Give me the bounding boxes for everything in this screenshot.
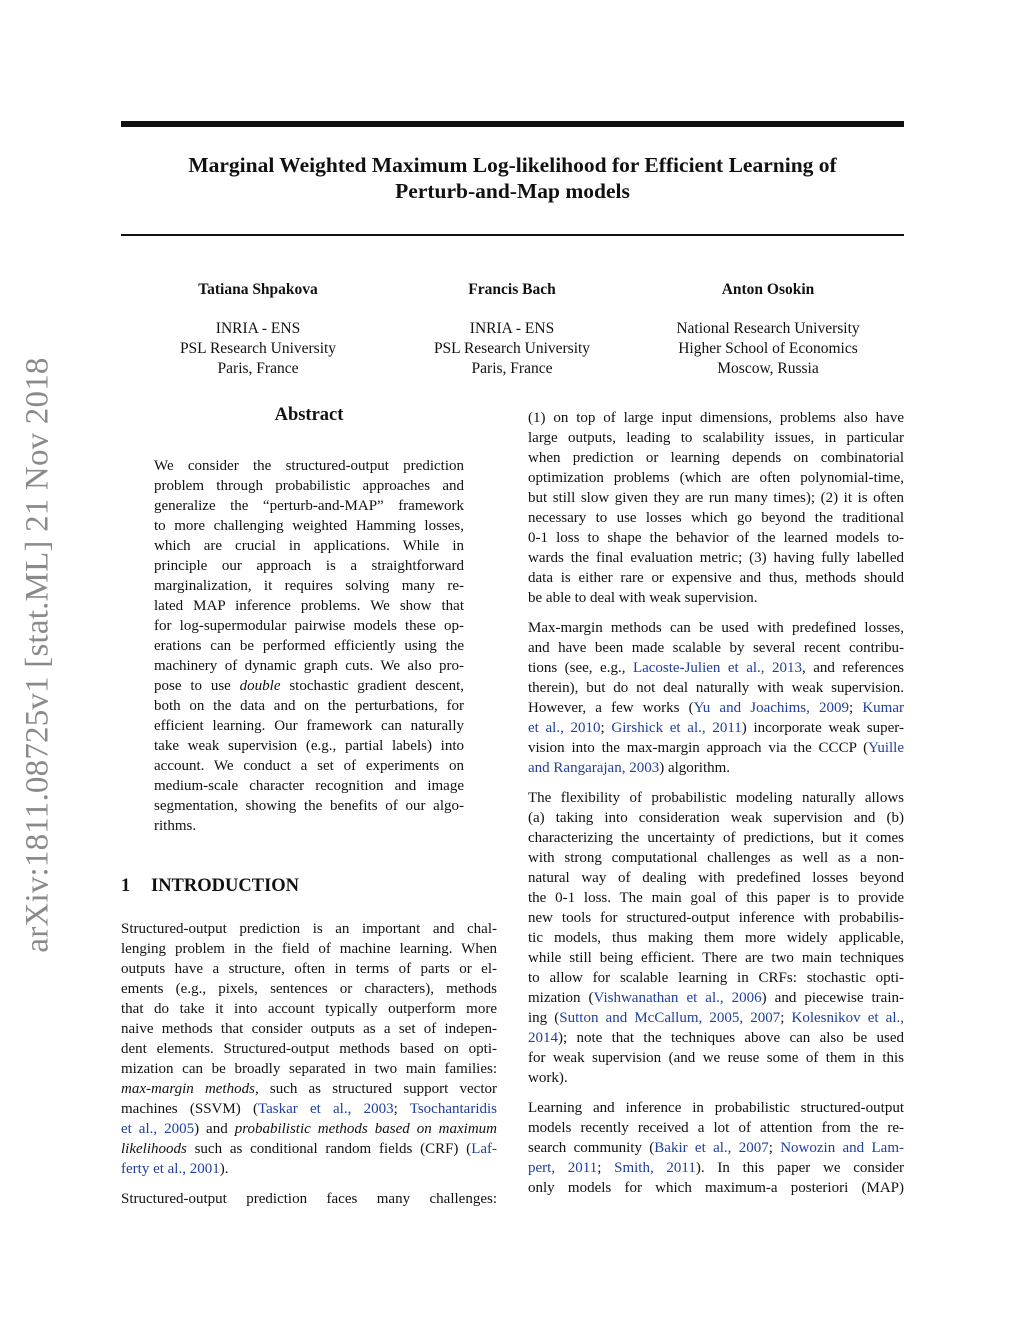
citation-link-smith[interactable]: Smith, 2011 (614, 1160, 696, 1176)
text-line: optimization problems (which are often polynomial-time, (528, 470, 904, 486)
text: ; (780, 1010, 792, 1026)
abstract-line (154, 676, 464, 696)
text: ing ( (528, 1010, 560, 1026)
text-line (528, 758, 904, 778)
citation-link-yuille[interactable]: and Rangarajan, 2003 (528, 760, 660, 776)
author-affiliation: INRIA - ENS (469, 320, 555, 337)
abstract-line: machinery of dynamic graph cuts. We also pro- (154, 658, 464, 674)
author-block-3 (638, 280, 898, 379)
text-line: for weak supervision (and we reuse some of them in this (528, 1050, 904, 1066)
citation-link-lafferty[interactable]: Laf- (471, 1141, 497, 1157)
abstract-line: generalize the “perturb-and-MAP” framework (154, 498, 464, 514)
text-line: only models for which maximum-a posteriori (MAP) (528, 1180, 904, 1196)
title-bottom-rule (121, 234, 904, 236)
text-line: (a) taking into consideration weak supervision and (b) (528, 810, 904, 826)
emphasis-likelihoods: likelihoods (121, 1141, 187, 1157)
author-affiliation: Paris, France (217, 360, 299, 377)
abstract-line: account. We conduct a set of experiments on (154, 758, 464, 774)
paragraph (121, 1189, 497, 1209)
citation-link-nowozin[interactable]: Nowozin and Lam- (780, 1140, 904, 1156)
abstract-line: lated MAP inference problems. We show that (154, 598, 464, 614)
abstract-line: which are crucial in applications. While in (154, 538, 464, 554)
paper-title (121, 152, 904, 204)
text-line: and have been made scalable by several recent contribu- (528, 640, 904, 656)
citation-link-kumar[interactable]: et al., 2010 (528, 720, 601, 736)
title-top-rule (121, 121, 904, 127)
text-line: wards the final evaluation metric; (3) having fully labelled (528, 550, 904, 566)
abstract-line: to more challenging weighted Hamming losses, (154, 518, 464, 534)
emphasis-probabilistic: probabilistic methods based on maximum (234, 1121, 497, 1137)
text: ); note that the techniques above can also be used (558, 1030, 904, 1046)
text-line: ements (e.g., pixels, sentences or characters), methods (121, 981, 497, 997)
abstract-line: marginalization, it requires solving many re- (154, 578, 464, 594)
abstract-line: take weak supervision (e.g., partial labels) into (154, 738, 464, 754)
citation-link-taskar[interactable]: Taskar et al., 2003 (257, 1101, 394, 1117)
emphasis-max-margin: max-margin methods (121, 1081, 255, 1097)
abstract-line: rithms. (154, 818, 197, 834)
citation-link-bakir[interactable]: Bakir et al., 2007 (654, 1140, 769, 1156)
abstract-line: erations can be performed efficiently using the (154, 638, 464, 654)
abstract-body (154, 456, 464, 836)
text-line: data is either rare or expensive and thus, methods should (528, 570, 904, 586)
citation-link-vishwanathan[interactable]: Vishwanathan et al., 2006 (593, 990, 762, 1006)
text-line: naive methods that consider outputs as a set of indepen- (121, 1021, 497, 1037)
abstract-text: stochastic gradient descent, (280, 678, 464, 694)
text-line: therein), but do not deal naturally with weak supervision. (528, 680, 904, 696)
text-line: Structured-output prediction faces many challenges: (121, 1191, 497, 1207)
text-line: (1) on top of large input dimensions, problems also have (528, 410, 904, 426)
paper-title-line-2: Perturb-and-Map models (395, 179, 630, 203)
author-affiliation: Moscow, Russia (717, 360, 819, 377)
text-line: The flexibility of probabilistic modeling naturally allows (528, 790, 904, 806)
text-line: 0-1 loss to shape the behavior of the learned models to- (528, 530, 904, 546)
text-line (528, 1138, 904, 1158)
author-block-2 (382, 280, 642, 379)
text-line (528, 738, 904, 758)
text-line: tic models, thus making them more widely applicable, (528, 930, 904, 946)
text: ; (597, 1160, 615, 1176)
text-line (528, 1158, 904, 1178)
text-line: natural way of dealing with predefined losses beyond (528, 870, 904, 886)
text: ; (768, 1140, 781, 1156)
author-affiliation: Higher School of Economics (678, 340, 858, 357)
citation-link-yu[interactable]: Yu and Joachims, 2009 (693, 700, 849, 716)
text-line: Max-margin methods can be used with predefined losses, (528, 620, 904, 636)
text: tions (see, e.g., (528, 660, 633, 676)
author-name: Tatiana Shpakova (198, 281, 318, 298)
text-line (528, 698, 904, 718)
text: However, a few works ( (528, 700, 694, 716)
paragraph (528, 1098, 904, 1198)
paper-title-line-1: Marginal Weighted Maximum Log-likelihood for Efficient Learning of (188, 153, 837, 177)
text: ). In this paper we consider (695, 1160, 905, 1176)
text-line: when prediction or learning depends on combinatorial (528, 450, 904, 466)
text: ) and (194, 1121, 235, 1137)
text-line: characterizing the uncertainty of predictions, but it comes (528, 830, 904, 846)
text-line: be able to deal with weak supervision. (528, 590, 758, 606)
citation-link-kumar[interactable]: Kumar (862, 700, 904, 716)
author-affiliation: PSL Research University (433, 340, 591, 357)
text: mization ( (528, 990, 594, 1006)
text-line: Learning and inference in probabilistic structured-output (528, 1100, 904, 1116)
text-line: to allow for scalable learning in CRFs: stochastic opti- (528, 970, 904, 986)
citation-link-lacoste-julien[interactable]: Lacoste-Julien et al., 2013 (632, 660, 803, 676)
citation-link-sutton[interactable]: Sutton and McCallum, 2005, 2007 (559, 1010, 781, 1026)
section-heading-introduction (121, 876, 299, 897)
text: such as conditional random fields (CRF) ( (186, 1141, 472, 1157)
text-line (121, 1079, 497, 1099)
text-line: lenging problem in the field of machine learning. When (121, 941, 497, 957)
text-line (528, 988, 904, 1008)
text-line: models recently received a lot of attention from the re- (528, 1120, 904, 1136)
abstract-line: efficient learning. Our framework can naturally (154, 718, 464, 734)
text: ; (393, 1101, 410, 1117)
text-line (528, 1028, 904, 1048)
text: vision into the max-margin approach via the CCCP ( (528, 740, 869, 756)
citation-link-kolesnikov[interactable]: Kolesnikov et al., (791, 1010, 905, 1026)
citation-link-yuille[interactable]: Yuille (868, 740, 904, 756)
text-line: while still being efficient. There are two main techniques (528, 950, 904, 966)
introduction-left-column (121, 919, 497, 1219)
abstract-line: both on the data and on the perturbations, for (154, 698, 464, 714)
text-line (121, 1139, 497, 1159)
text-line (528, 1008, 904, 1028)
author-name: Anton Osokin (721, 281, 815, 298)
text: ) incorporate weak super- (741, 720, 904, 736)
text-line: new tools for structured-output inference with probabilis- (528, 910, 904, 926)
text-line (121, 1099, 497, 1119)
text-line: large outputs, leading to scalability issues, in particular (528, 430, 904, 446)
citation-link-lafferty[interactable]: ferty et al., 2001 (121, 1161, 220, 1177)
text: ). (219, 1161, 229, 1177)
abstract-heading: Abstract (274, 405, 344, 425)
author-affiliation: Paris, France (471, 360, 553, 377)
text-line (528, 658, 904, 678)
abstract-line: segmentation, showing the benefits of our algo- (154, 798, 464, 814)
paragraph (528, 788, 904, 1088)
text-line (121, 1119, 497, 1139)
text: ) and piecewise train- (761, 990, 905, 1006)
text: search community ( (528, 1140, 655, 1156)
text: machines (SSVM) ( (121, 1101, 258, 1117)
abstract-line: principle our approach is a straightforward (154, 558, 464, 574)
section-number: 1 (121, 876, 131, 896)
text: , and references (802, 660, 904, 676)
section-title: INTRODUCTION (151, 876, 300, 896)
text: ; (600, 720, 612, 736)
author-name: Francis Bach (468, 281, 556, 298)
text-line: dent elements. Structured-output methods based on opti- (121, 1041, 497, 1057)
text-line (528, 718, 904, 738)
text-line: with strong computational challenges as well as a non- (528, 850, 904, 866)
emphasis-double: double (239, 678, 281, 694)
arxiv-identifier-stamp: arXiv:1811.08725v1 [stat.ML] 21 Nov 2018 (19, 357, 56, 953)
abstract-line: problem through probabilistic approaches and (154, 478, 464, 494)
citation-link-nowozin[interactable]: pert, 2011 (528, 1160, 598, 1176)
text: ) algorithm. (659, 760, 731, 776)
citation-link-tsochantaridis[interactable]: et al., 2005 (121, 1121, 195, 1137)
text-line: that do take it into account typically outperform more (121, 1001, 497, 1017)
author-affiliation: National Research University (676, 320, 860, 337)
text-line: outputs have a structure, often in terms of parts or el- (121, 961, 497, 977)
abstract-line: We consider the structured-output prediction (154, 458, 464, 474)
text-line: but still slow given they are run many times); (2) it is often (528, 490, 904, 506)
introduction-right-column (528, 408, 904, 1208)
paragraph (121, 919, 497, 1179)
abstract-line: medium-scale character recognition and image (154, 778, 464, 794)
paragraph (528, 408, 904, 608)
author-affiliation: PSL Research University (179, 340, 337, 357)
author-block-1 (128, 280, 388, 379)
abstract-text: pose to use (154, 678, 240, 694)
text-line: Structured-output prediction is an important and chal- (121, 921, 497, 937)
paragraph (528, 618, 904, 778)
text-line: necessary to use losses which go beyond the traditional (528, 510, 904, 526)
text-line: the 0-1 loss. The main goal of this paper is to provide (528, 890, 904, 906)
text: , such as structured support vector (254, 1081, 497, 1097)
text-line: mization can be broadly separated in two main families: (121, 1061, 497, 1077)
author-affiliation: INRIA - ENS (215, 320, 301, 337)
text-line: work). (528, 1070, 568, 1086)
citation-link-girshick[interactable]: Girshick et al., 2011 (611, 720, 742, 736)
citation-link-tsochantaridis[interactable]: Tsochantaridis (409, 1101, 497, 1117)
text: ; (849, 700, 863, 716)
text-line (121, 1159, 497, 1179)
abstract-line: for log-supermodular pairwise models these op- (154, 618, 464, 634)
citation-link-kolesnikov[interactable]: 2014 (528, 1030, 558, 1046)
